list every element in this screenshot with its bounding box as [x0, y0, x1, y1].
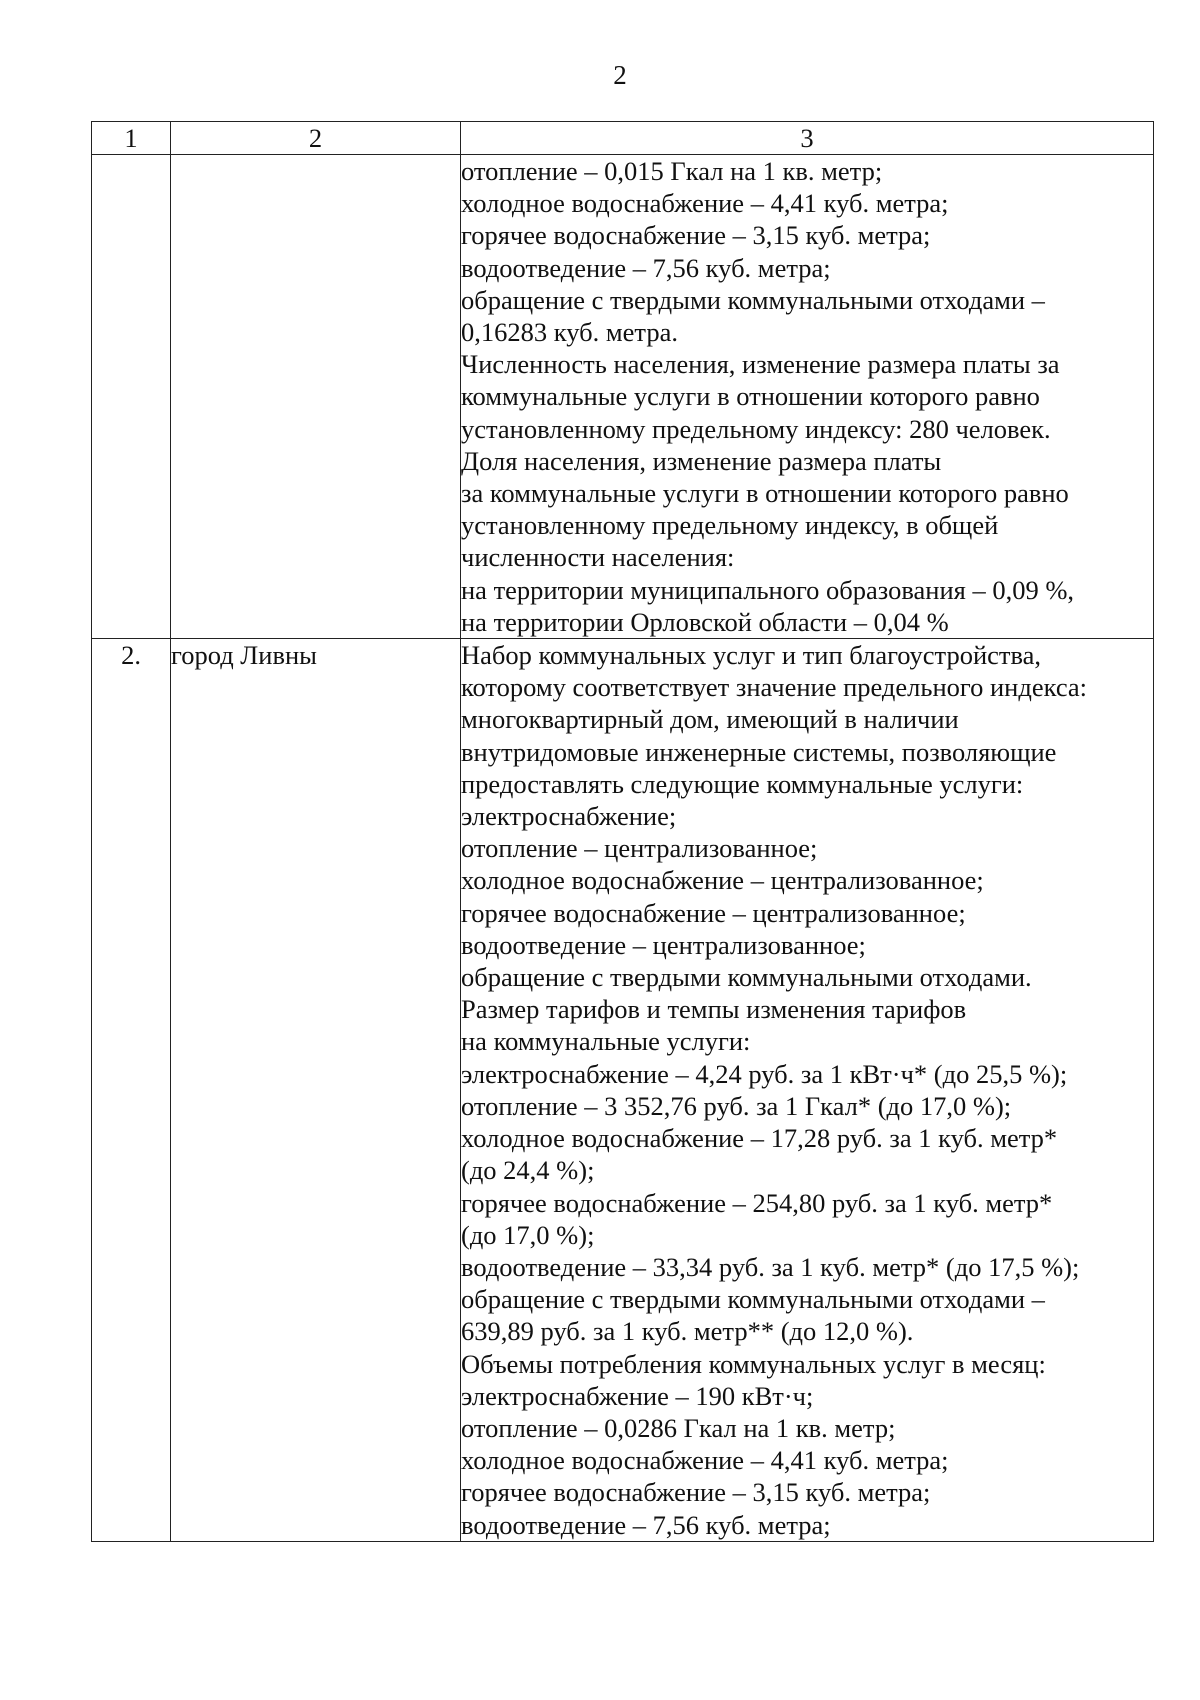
text-line: Доля населения, изменение размера платы — [461, 445, 942, 476]
text-line: водоотведение – 7,56 куб. метра; — [461, 1509, 831, 1540]
text-line: горячее водоснабжение – 3,15 куб. метра; — [461, 1477, 931, 1508]
text-line: 639,89 руб. за 1 куб. метр** (до 12,0 %). — [461, 1316, 914, 1347]
row-number-cell: 2. — [92, 639, 171, 1542]
text-line: холодное водоснабжение – 4,41 куб. метра; — [461, 188, 949, 219]
text-line: горячее водоснабжение – 3,15 куб. метра; — [461, 220, 931, 251]
description-cell — [461, 639, 1154, 1542]
description-cell — [461, 155, 1154, 639]
text-line: отопление – 0,0286 Гкал на 1 кв. метр; — [461, 1412, 896, 1443]
text-line: обращение с твердыми коммунальными отходами. — [461, 962, 1032, 993]
text-line: за коммунальные услуги в отношении которого равно — [461, 478, 1069, 509]
text-line: отопление – 3 352,76 руб. за 1 Гкал* (до 17,0 %); — [461, 1090, 1012, 1121]
text-line: Размер тарифов и темпы изменения тарифов — [461, 994, 967, 1025]
text-line: отопление – централизованное; — [461, 833, 818, 864]
text-line: Набор коммунальных услуг и тип благоустройства, — [461, 640, 1042, 671]
text-line: отопление – 0,015 Гкал на 1 кв. метр; — [461, 156, 883, 186]
text-line: 0,16283 куб. метра. — [461, 317, 678, 348]
text-line: Объемы потребления коммунальных услуг в месяц: — [461, 1348, 1046, 1379]
text-line: внутридомовые инженерные системы, позволяющие — [461, 736, 1057, 767]
tariff-table — [91, 121, 1154, 1542]
text-line: установленному предельному индексу, в общей — [461, 510, 999, 541]
text-line: (до 17,0 %); — [461, 1219, 595, 1250]
municipality-name-cell: город Ливны — [171, 639, 461, 1542]
text-line: обращение с твердыми коммунальными отходами – — [461, 284, 1045, 315]
text-line: водоотведение – 7,56 куб. метра; — [461, 252, 831, 283]
text-line: на территории муниципального образования – 0,09 %, — [461, 574, 1075, 605]
text-line: холодное водоснабжение – 4,41 куб. метра; — [461, 1445, 949, 1476]
column-header-2: 2 — [171, 122, 461, 155]
text-line: многоквартирный дом, имеющий в наличии — [461, 704, 959, 735]
text-line: предоставлять следующие коммунальные услуги: — [461, 768, 1024, 799]
column-header-1: 1 — [92, 122, 171, 155]
row-number-cell — [92, 155, 171, 639]
text-line: на территории Орловской области – 0,04 % — [461, 606, 949, 637]
table-header-row — [92, 122, 1154, 155]
text-line: водоотведение – 33,34 руб. за 1 куб. метр* (до 17,5 %); — [461, 1251, 1080, 1282]
text-line: обращение с твердыми коммунальными отходами – — [461, 1284, 1045, 1315]
text-line: на коммунальные услуги: — [461, 1026, 751, 1057]
text-line: установленному предельному индексу: 280 человек. — [461, 413, 1051, 444]
column-header-3: 3 — [461, 122, 1154, 155]
table-row — [92, 155, 1154, 639]
text-line: холодное водоснабжение – централизованное; — [461, 865, 984, 896]
page-number: 2 — [613, 60, 627, 90]
municipality-name-cell — [171, 155, 461, 639]
text-line: водоотведение – централизованное; — [461, 929, 866, 960]
text-line: (до 24,4 %); — [461, 1155, 595, 1186]
text-line: численности населения: — [461, 542, 735, 573]
text-line: электроснабжение – 190 кВт·ч; — [461, 1380, 814, 1411]
text-line: горячее водоснабжение – 254,80 руб. за 1 куб. метр* — [461, 1187, 1053, 1218]
text-line: электроснабжение – 4,24 руб. за 1 кВт·ч* (до 25,5 %); — [461, 1058, 1068, 1089]
text-line: холодное водоснабжение – 17,28 руб. за 1 куб. метр* — [461, 1123, 1058, 1154]
text-line: коммунальные услуги в отношении которого равно — [461, 381, 1040, 412]
text-line: которому соответствует значение предельного индекса: — [461, 672, 1088, 703]
text-line: горячее водоснабжение – централизованное; — [461, 897, 966, 928]
text-line: Численность населения, изменение размера платы за — [461, 349, 1060, 380]
table-row — [92, 639, 1154, 1542]
text-line: электроснабжение; — [461, 801, 677, 832]
